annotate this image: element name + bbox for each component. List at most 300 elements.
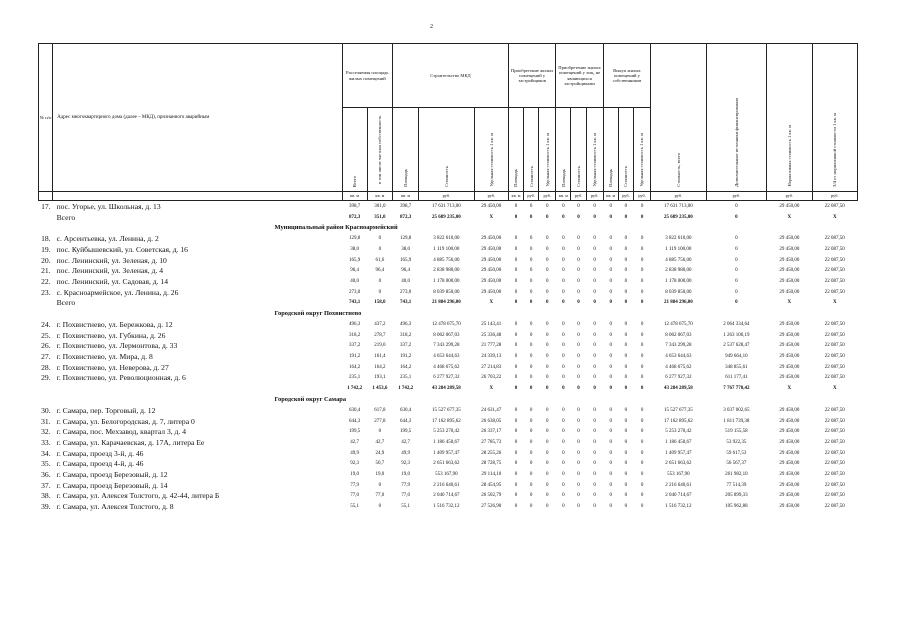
table-cell: 40,0 (401, 278, 410, 284)
table-cell: 0 (546, 257, 549, 263)
table-cell: 0 (593, 482, 596, 488)
table-cell: 0 (593, 354, 596, 360)
table-cell: 1 516 732,12 (433, 504, 460, 510)
table-cell: 0 (609, 504, 613, 510)
table-cell: 318,2 (399, 332, 412, 338)
table-cell: 2 537 628,47 (723, 343, 750, 349)
table-cell: 0 (624, 375, 628, 381)
table-cell: 29 450,00 (779, 364, 800, 370)
header-other-cost: Стоимость (571, 108, 586, 192)
table-cell: 0 (529, 354, 533, 360)
table-cell: X (832, 214, 837, 220)
table-cell: 21 884 296,00 (432, 300, 461, 306)
table-cell: 0 (514, 407, 518, 413)
header-build-cost: Стоимость (419, 108, 474, 192)
table-cell: 22 087,50 (824, 375, 845, 381)
table-cell: 12 478 675,70 (664, 322, 693, 328)
table-cell: 0 (562, 461, 565, 467)
table-cell: 77 514,39 (726, 482, 747, 488)
table-cell: 26 703,22 (481, 375, 502, 381)
table-cell: 22 087,50 (824, 246, 845, 252)
header-buyout-square: Площадь (603, 108, 618, 192)
table-cell: 496,3 (399, 322, 412, 328)
table-cell: 0 (735, 203, 738, 209)
table-row (39, 458, 858, 469)
table-cell: 0 (562, 257, 565, 263)
table-cell: 191,2 (399, 354, 412, 360)
row-number: 23. (41, 287, 51, 297)
table-cell: 277,8 (374, 418, 386, 424)
table-cell: 0 (562, 332, 565, 338)
table-cell: 0 (577, 493, 580, 499)
row-address: пос. Ленинский, ул. Садовая, д. 14 (56, 276, 169, 286)
table-cell: 0 (640, 203, 644, 209)
table-cell: 743,1 (399, 300, 412, 306)
table-cell: 0 (640, 278, 644, 284)
table-cell: 0 (562, 471, 565, 477)
table-cell: 0 (378, 278, 382, 284)
header-build-square: Площадь (392, 108, 418, 192)
table-cell: 0 (735, 278, 738, 284)
section-title: Муниципальный район Красноармейский (274, 224, 398, 232)
table-cell: 22 087,50 (824, 289, 845, 295)
unit-cell: руб. (571, 192, 586, 201)
table-cell: 8 039 850,00 (433, 289, 460, 295)
table-cell: 29 450,00 (779, 461, 800, 467)
table-cell: 0 (546, 482, 549, 488)
table-cell: 0 (609, 343, 613, 349)
section-row (39, 308, 858, 319)
table-cell: 0 (609, 375, 613, 381)
table-cell: 96,4 (350, 268, 360, 274)
unit-cell: кв. м (603, 192, 618, 201)
table-cell: 0 (514, 461, 518, 467)
unit-cell: руб. (706, 192, 767, 201)
table-cell: 0 (624, 343, 628, 349)
table-cell: 22 087,50 (824, 439, 845, 445)
table-cell: 0 (546, 322, 549, 328)
row-number: 29. (41, 373, 51, 383)
units-row (39, 192, 858, 201)
table-cell: 0 (514, 429, 518, 435)
row-number: 27. (41, 352, 51, 362)
table-cell: 43 284 289,58 (664, 386, 693, 392)
row-address: г. Похвистнево, ул. Мира, д. 8 (56, 352, 153, 362)
unit-cell: руб. (524, 192, 539, 201)
table-row (39, 426, 858, 437)
table-cell: 0 (624, 289, 628, 295)
table-cell: 96,4 (401, 268, 410, 274)
table-cell: 278,7 (374, 332, 386, 338)
table-cell: 29 450,00 (481, 268, 502, 274)
table-cell: X (787, 300, 792, 306)
table-cell: 29 450,00 (779, 471, 800, 477)
table-cell: 0 (577, 300, 580, 306)
table-cell: 19,0 (401, 471, 410, 477)
row-number: 18. (41, 234, 51, 244)
table-cell: 1 186 450,67 (665, 439, 692, 445)
table-cell: 17 162 895,62 (432, 418, 461, 424)
table-cell: 0 (529, 429, 533, 435)
table-cell: 7 343 299,28 (665, 343, 692, 349)
table-cell: 0 (593, 493, 596, 499)
table-cell: 7 767 770,42 (723, 386, 750, 392)
table-cell: 0 (562, 246, 565, 252)
table-cell: 92,3 (401, 461, 410, 467)
table-row (39, 469, 858, 480)
table-cell: 26 502,79 (481, 493, 502, 499)
table-cell: 0 (529, 450, 533, 456)
table-cell: 0 (562, 236, 565, 242)
table-row (39, 491, 858, 502)
table-cell: 29 450,00 (779, 289, 800, 295)
row-address: г. Самара, пос. Мехзавод, квартал 3, д. 4 (56, 427, 186, 437)
table-cell: 273,0 (349, 289, 361, 295)
table-cell: 17 631 713,00 (432, 203, 461, 209)
table-cell: 0 (562, 482, 565, 488)
table-cell: 0 (546, 268, 549, 274)
table-cell: 0 (624, 203, 628, 209)
table-cell: 0 (609, 439, 613, 445)
header-total-cost: Стоимость, всего (651, 44, 706, 192)
row-address: г. Похвистнево, ул. Неверова, д. 27 (56, 362, 169, 372)
table-cell: 0 (624, 450, 628, 456)
table-row (39, 437, 858, 448)
table-cell: 8 039 850,00 (665, 289, 692, 295)
table-cell: 27 526,90 (481, 504, 502, 510)
table-cell: 1 178 000,00 (665, 278, 692, 284)
table-cell: 193,1 (374, 375, 386, 381)
table-cell: 0 (624, 332, 628, 338)
table-cell: 0 (640, 471, 644, 477)
unit-cell: руб. (651, 192, 706, 201)
table-cell: 42,7 (375, 439, 385, 445)
table-cell: 0 (514, 493, 518, 499)
table-cell: 3 822 610,00 (433, 236, 460, 242)
table-cell: 0 (577, 471, 580, 477)
table-cell: 0 (609, 332, 613, 338)
table-cell: 22 087,50 (824, 418, 845, 424)
table-cell: 0 (640, 257, 644, 263)
table-cell: 0 (378, 236, 382, 242)
table-cell: 0 (593, 203, 596, 209)
table-cell: 0 (593, 471, 596, 477)
unit-cell: руб. (618, 192, 633, 201)
row-address: г. Похвистнево, ул. Бережкова, д. 12 (56, 320, 173, 330)
table-cell: 2 040 714,67 (433, 493, 460, 499)
table-cell: 0 (640, 450, 644, 456)
table-cell: 22 087,50 (824, 504, 845, 510)
table-cell: 0 (577, 214, 580, 220)
table-cell: 1 516 732,12 (665, 504, 692, 510)
table-cell: 29 450,00 (779, 236, 800, 242)
table-cell: 0 (577, 332, 580, 338)
table-cell: 77,9 (350, 482, 360, 488)
unit-cell: руб. (812, 192, 858, 201)
table-cell: 53 922,35 (726, 439, 747, 445)
table-cell: 0 (609, 450, 613, 456)
row-address: г. Самара, проезд 4-й, д. 46 (56, 459, 144, 469)
table-cell: 235,1 (399, 375, 412, 381)
table-cell: 6 277 927,32 (433, 375, 460, 381)
header-num: № п/п (39, 44, 53, 192)
table-cell: 0 (593, 322, 596, 328)
table-cell: X (489, 386, 494, 392)
table-cell: 3 037 002,65 (723, 407, 750, 413)
table-cell: 0 (562, 322, 565, 328)
table-cell: 0 (577, 407, 580, 413)
table-cell: 59 617,53 (726, 450, 747, 456)
table-cell: 1 178 000,00 (433, 278, 460, 284)
table-cell: 4 653 644,63 (665, 354, 692, 360)
table-cell: 0 (624, 278, 628, 284)
table-cell: 0 (640, 482, 644, 488)
table-cell: 22 087,50 (824, 257, 845, 263)
table-cell: 4 885 756,00 (665, 257, 692, 263)
table-cell: X (832, 300, 837, 306)
table-cell: 29 450,00 (779, 343, 800, 349)
table-cell: 0 (514, 364, 518, 370)
table-cell: 0 (609, 364, 613, 370)
table-cell: 0 (593, 278, 596, 284)
table-cell: 1 119 100,00 (433, 246, 460, 252)
table-cell: 0 (577, 278, 580, 284)
row-address: пос. Угорье, ул. Школьная, д. 13 (56, 201, 161, 211)
table-cell: 29 450,00 (779, 278, 800, 284)
table-cell: 24 631,47 (481, 407, 502, 413)
table-cell: 0 (735, 214, 738, 220)
table-cell: 158,0 (374, 300, 386, 306)
table-cell: 0 (624, 300, 628, 306)
table-cell: 0 (546, 214, 549, 220)
table-cell: 949 664,10 (725, 354, 748, 360)
table-cell: 0 (562, 386, 565, 392)
table-cell: 0 (577, 418, 580, 424)
table-cell: 27 214,83 (481, 364, 502, 370)
table-cell: 0 (577, 289, 580, 295)
table-cell: 25 689 235,00 (432, 214, 461, 220)
row-number: 33. (41, 437, 51, 447)
row-number: 26. (41, 341, 51, 351)
table-cell: 22 087,50 (824, 461, 845, 467)
table-cell: 61,6 (375, 257, 385, 263)
table-cell: 553 167,90 (667, 471, 690, 477)
table-cell: 0 (529, 278, 533, 284)
table-cell: 29 450,00 (481, 246, 502, 252)
table-cell: 0 (562, 289, 565, 295)
table-cell: 611 177,41 (725, 375, 748, 381)
table-cell: 0 (514, 332, 518, 338)
table-cell: 872,3 (349, 214, 361, 220)
table-cell: 351,0 (374, 214, 386, 220)
table-cell: 0 (593, 236, 596, 242)
table-cell: 0 (577, 482, 580, 488)
header-group-other: Приобретение жилых помещений у лиц, не являющихся застройщиками (556, 44, 603, 108)
table-cell: 0 (593, 257, 596, 263)
header-buyout-unit: Удельная стоимость 1 кв. м (633, 108, 650, 192)
table-cell: 0 (624, 214, 628, 220)
table-cell: 0 (577, 246, 580, 252)
table-cell: 0 (640, 461, 644, 467)
table-cell: 0 (577, 386, 580, 392)
table-cell: 0 (577, 343, 580, 349)
table-cell: 0 (609, 471, 613, 477)
table-cell: 19,0 (350, 471, 360, 477)
table-body (39, 201, 858, 512)
table-cell: 0 (640, 236, 644, 242)
table-cell: 0 (514, 450, 518, 456)
table-cell: 0 (529, 236, 533, 242)
row-address: г. Самара, проезд Березовый, д. 12 (56, 469, 168, 479)
unit-cell: кв. м (367, 192, 392, 201)
table-cell: 29 450,00 (779, 203, 800, 209)
table-cell: 0 (546, 450, 549, 456)
table-row (39, 448, 858, 459)
table-cell: 199,5 (399, 429, 412, 435)
table-cell: 0 (640, 418, 644, 424)
row-address: г. Самара, пер. Торговый, д. 12 (56, 405, 156, 415)
table-cell: 0 (378, 482, 382, 488)
table-cell: 0 (514, 343, 518, 349)
table-cell: 25 689 235,00 (664, 214, 693, 220)
section-title: Городской округ Самара (274, 396, 347, 403)
table-cell: 0 (609, 386, 613, 392)
table-cell: 0 (529, 439, 533, 445)
table-cell: 29 450,00 (481, 236, 502, 242)
table-cell: 29 450,00 (481, 257, 502, 263)
table-cell: 0 (593, 214, 596, 220)
table-cell: 2 216 640,61 (433, 482, 460, 488)
table-cell: 0 (529, 268, 533, 274)
table-cell: 0 (546, 354, 549, 360)
table-cell: 743,1 (349, 300, 361, 306)
table-cell: 92,3 (350, 461, 360, 467)
table-cell: 0 (546, 332, 549, 338)
table-cell: 0 (593, 429, 596, 435)
table-cell: 0 (529, 246, 533, 252)
table-cell: 0 (529, 418, 533, 424)
table-cell: 0 (378, 504, 382, 510)
table-row (39, 265, 858, 276)
table-cell: 0 (624, 268, 628, 274)
table-cell: 29 450,00 (779, 450, 800, 456)
table-cell: 77,9 (401, 482, 410, 488)
row-address: г. Самара, ул. Карачаевская, д. 17А, литера Ее (56, 437, 205, 447)
table-cell: 25 336,48 (481, 332, 502, 338)
table-cell: 0 (640, 375, 644, 381)
table-cell: 872,3 (399, 214, 412, 220)
table-cell: 191,2 (349, 354, 361, 360)
unit-cell: кв. м (342, 192, 367, 201)
table-cell: 22 087,50 (824, 268, 845, 274)
table-cell: 0 (735, 300, 738, 306)
row-number: 31. (41, 416, 51, 426)
table-cell: 55,1 (401, 504, 410, 510)
table-cell: 0 (609, 236, 613, 242)
table-cell: 337,2 (349, 343, 361, 349)
table-cell: 1 742,2 (347, 386, 363, 392)
table-cell: 261 982,10 (725, 471, 748, 477)
table-cell: 165,9 (399, 257, 412, 263)
table-row (39, 501, 858, 512)
table-cell: 27 785,73 (481, 439, 502, 445)
table-cell: 630,4 (349, 407, 361, 413)
table-row (39, 319, 858, 330)
table-cell: 0 (546, 375, 549, 381)
table-cell: 29 114,10 (481, 471, 502, 477)
table-cell: 0 (735, 246, 738, 252)
table-cell: 0 (514, 268, 518, 274)
row-number: 17. (41, 201, 51, 211)
table-cell: 0 (609, 257, 613, 263)
section-title: Городской округ Похвистнево (274, 310, 362, 318)
table-cell: 0 (529, 332, 533, 338)
table-cell: 0 (609, 278, 613, 284)
table-cell: 301,0 (374, 203, 386, 209)
table-cell: 0 (577, 322, 580, 328)
row-address: г. Самара, ул. Алексея Толстого, д. 8 (56, 502, 174, 512)
table-cell: 0 (529, 257, 533, 263)
table-cell: 0 (514, 386, 518, 392)
table-cell: 3 822 610,00 (665, 236, 692, 242)
table-cell: 0 (546, 364, 549, 370)
unit-cell: кв. м (556, 192, 571, 201)
table-cell: 0 (546, 289, 549, 295)
table-cell: 0 (514, 375, 518, 381)
table-cell: 0 (546, 504, 549, 510)
header-group-build: Строительство МКД (392, 44, 508, 108)
table-row (39, 255, 858, 266)
table-cell: 22 087,50 (824, 407, 845, 413)
table-cell: 219,0 (374, 343, 386, 349)
table-cell: 0 (640, 439, 644, 445)
table-cell: 2 040 714,67 (665, 493, 692, 499)
table-cell: 29 450,00 (779, 407, 800, 413)
table-cell: 0 (546, 343, 549, 349)
table-cell: 26 337,17 (481, 429, 502, 435)
table-cell: 29 450,00 (779, 482, 800, 488)
table-cell: 25 143,41 (481, 322, 502, 328)
table-cell: 0 (640, 214, 644, 220)
table-cell: 199,5 (349, 429, 361, 435)
table-row (39, 351, 858, 362)
table-cell: 0 (546, 236, 549, 242)
row-address: Всего (56, 212, 76, 222)
table-cell: 7 343 299,28 (433, 343, 460, 349)
table-cell: 24,9 (375, 450, 385, 456)
table-cell: 29 450,00 (779, 439, 800, 445)
table-cell: 0 (514, 214, 518, 220)
table-cell: 22 087,50 (824, 471, 845, 477)
table-cell: 0 (378, 289, 382, 295)
header-norm-cost: Нормативная стоимость 1 кв. м (767, 44, 812, 192)
table-cell: 0 (562, 493, 565, 499)
table-cell: 0 (562, 375, 565, 381)
table-cell: 0 (624, 482, 628, 488)
row-number: 20. (41, 255, 51, 265)
table-cell: 29 450,00 (779, 375, 800, 381)
row-address: с. Арсентьевка, ул. Ленина, д. 2 (56, 234, 159, 244)
table-cell: 0 (562, 203, 565, 209)
row-number: 37. (41, 480, 51, 490)
table-cell: 21 884 296,00 (664, 300, 693, 306)
table-cell: 164,2 (399, 364, 412, 370)
table-cell: 0 (593, 364, 596, 370)
table-cell: 205 899,33 (725, 493, 748, 499)
table-cell: 164,2 (374, 364, 386, 370)
table-cell: 0 (609, 407, 613, 413)
table-cell: 0 (609, 203, 613, 209)
